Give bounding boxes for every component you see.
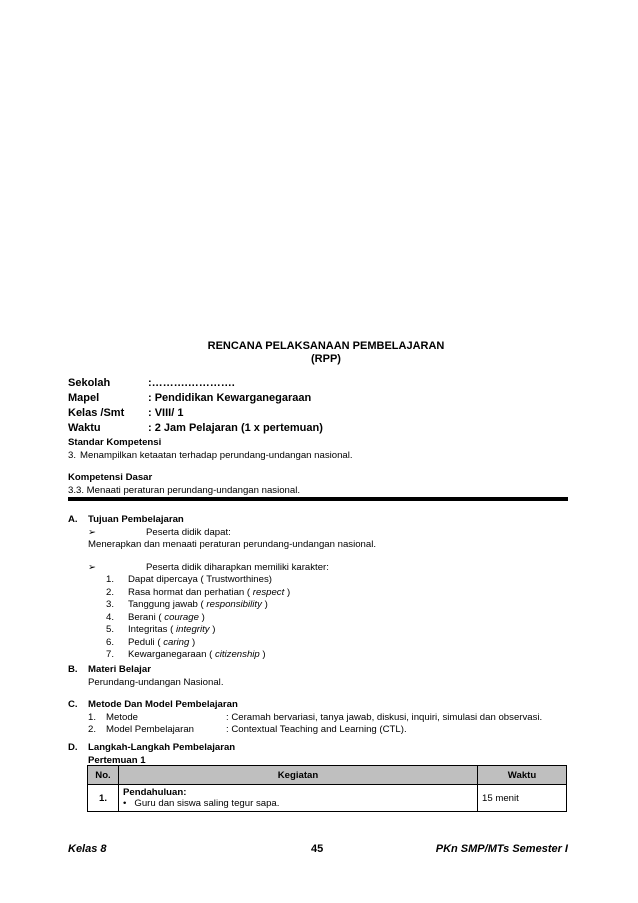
list-item <box>106 649 376 662</box>
section-d <box>68 742 235 767</box>
bullet-karakter <box>68 562 376 575</box>
section-letter: C. <box>68 699 78 710</box>
col-kegiatan: Kegiatan <box>119 766 478 785</box>
identity-block <box>68 376 323 436</box>
section-b <box>68 664 223 689</box>
document-title: RENCANA PELAKSANAAN PEMBELAJARAN <box>207 340 445 352</box>
bullet-text: Peserta didik diharapkan memiliki karakter: <box>146 561 329 573</box>
row-title: Pendahuluan: <box>123 787 187 798</box>
row-item <box>123 798 473 809</box>
info-label: Sekolah <box>68 377 111 389</box>
standar-heading: Standar Kompetensi <box>68 437 162 448</box>
kompetensi-dasar <box>68 472 300 497</box>
list-term: integrity <box>176 624 210 635</box>
list-item <box>106 599 376 612</box>
info-value: : VIII/ 1 <box>148 407 184 419</box>
document-subtitle: (RPP) <box>311 353 341 365</box>
pertemuan-label: Pertemuan 1 <box>88 754 146 766</box>
section-a-heading <box>68 514 376 527</box>
col-no: No. <box>88 766 119 785</box>
section-c <box>68 699 542 737</box>
section-letter: D. <box>68 742 78 753</box>
arrow-bullet-icon: ➢ <box>88 526 97 538</box>
section-letter: B. <box>68 664 78 675</box>
list-item <box>106 587 376 600</box>
list-item <box>106 574 376 587</box>
kompetensi-heading: Kompetensi Dasar <box>68 472 153 483</box>
section-d-heading <box>68 742 235 755</box>
table-row <box>88 785 567 812</box>
info-row-mapel <box>68 391 323 406</box>
list-number: 1. <box>106 574 115 585</box>
method-value: : Contextual Teaching and Learning (CTL). <box>226 724 407 735</box>
row-no: 1. <box>88 785 119 812</box>
col-waktu: Waktu <box>478 766 567 785</box>
list-item <box>106 624 376 637</box>
section-b-text: Perundang-undangan Nasional. <box>88 676 224 688</box>
list-term: courage <box>164 611 199 623</box>
section-title: Materi Belajar <box>88 664 151 675</box>
standar-item <box>68 450 353 463</box>
standar-text: Menampilkan ketaatan terhadap perundang-undangan nasional. <box>80 449 353 461</box>
footer-right: PKn SMP/MTs Semester I <box>435 843 568 855</box>
list-text: Kewarganegaraan ( <box>128 649 213 660</box>
kompetensi-text: 3.3. Menaati peraturan perundang-undangan nasional. <box>68 484 301 496</box>
table-header-row <box>88 766 567 785</box>
list-close: ) <box>286 586 291 598</box>
method-num: 2. <box>88 724 97 735</box>
list-text: Dapat dipercaya ( Trustworthines) <box>128 574 272 585</box>
list-number: 4. <box>106 611 115 623</box>
list-term: responsibility <box>206 599 262 610</box>
row-waktu: 15 menit <box>478 785 567 812</box>
list-text: Berani ( <box>128 611 162 623</box>
info-value: : 2 Jam Pelajaran (1 x pertemuan) <box>148 422 323 434</box>
footer-left: Kelas 8 <box>68 843 107 855</box>
info-label: Waktu <box>68 422 101 434</box>
section-letter: A. <box>68 514 78 525</box>
row-item-text: Guru dan siswa saling tegur sapa. <box>134 798 280 809</box>
list-number: 5. <box>106 624 115 635</box>
section-title: Metode Dan Model Pembelajaran <box>88 699 238 710</box>
arrow-bullet-icon: ➢ <box>88 561 97 573</box>
section-b-heading <box>68 664 223 677</box>
list-number: 7. <box>106 649 115 660</box>
page-number: 45 <box>311 843 324 855</box>
info-row-kelas <box>68 406 323 421</box>
bullet-detail: Menerapkan dan menaati peraturan perundang-undangan nasional. <box>88 539 377 550</box>
info-label: Mapel <box>68 392 100 404</box>
method-key: Model Pembelajaran <box>106 724 194 735</box>
list-text: Tanggung jawab ( <box>128 599 204 610</box>
method-num: 1. <box>88 711 97 723</box>
method-value: : Ceramah bervariasi, tanya jawab, diskusi, inquiri, simulasi dan observasi. <box>226 711 543 723</box>
karakter-list <box>68 574 376 662</box>
bullet-text: Peserta didik dapat: <box>146 526 231 538</box>
list-close: ) <box>264 599 268 610</box>
info-row-waktu <box>68 421 323 436</box>
list-close: ) <box>192 636 196 648</box>
list-number: 6. <box>106 636 115 648</box>
info-label: Kelas /Smt <box>68 407 125 419</box>
method-row <box>68 712 542 725</box>
bullet-icon: • <box>123 798 135 809</box>
list-text: Peduli ( <box>128 636 161 648</box>
standar-kompetensi <box>68 437 353 462</box>
list-close: ) <box>212 624 216 635</box>
standar-num: 3. <box>68 449 77 461</box>
kegiatan-table <box>87 765 567 812</box>
section-divider <box>68 497 568 501</box>
list-item <box>106 612 376 625</box>
method-row <box>68 724 542 737</box>
list-term: caring <box>163 636 190 648</box>
list-term: respect <box>252 586 285 598</box>
info-value: : Pendidikan Kewarganegaraan <box>148 392 312 404</box>
row-kegiatan <box>119 785 478 812</box>
list-text: Rasa hormat dan perhatian ( <box>128 586 251 598</box>
list-term: citizenship <box>214 649 260 660</box>
section-c-heading <box>68 699 542 712</box>
list-close: ) <box>201 611 205 623</box>
list-close: ) <box>262 649 266 660</box>
bullet-peserta <box>68 527 376 540</box>
info-value: :……….…………. <box>148 377 235 389</box>
section-title: Tujuan Pembelajaran <box>88 514 184 525</box>
section-a <box>68 514 376 662</box>
list-text: Integritas ( <box>128 624 174 635</box>
list-number: 2. <box>106 586 115 598</box>
info-row-sekolah <box>68 376 323 391</box>
list-number: 3. <box>106 599 115 610</box>
method-key: Metode <box>106 711 138 723</box>
section-title: Langkah-Langkah Pembelajaran <box>88 742 236 753</box>
list-item <box>106 637 376 650</box>
